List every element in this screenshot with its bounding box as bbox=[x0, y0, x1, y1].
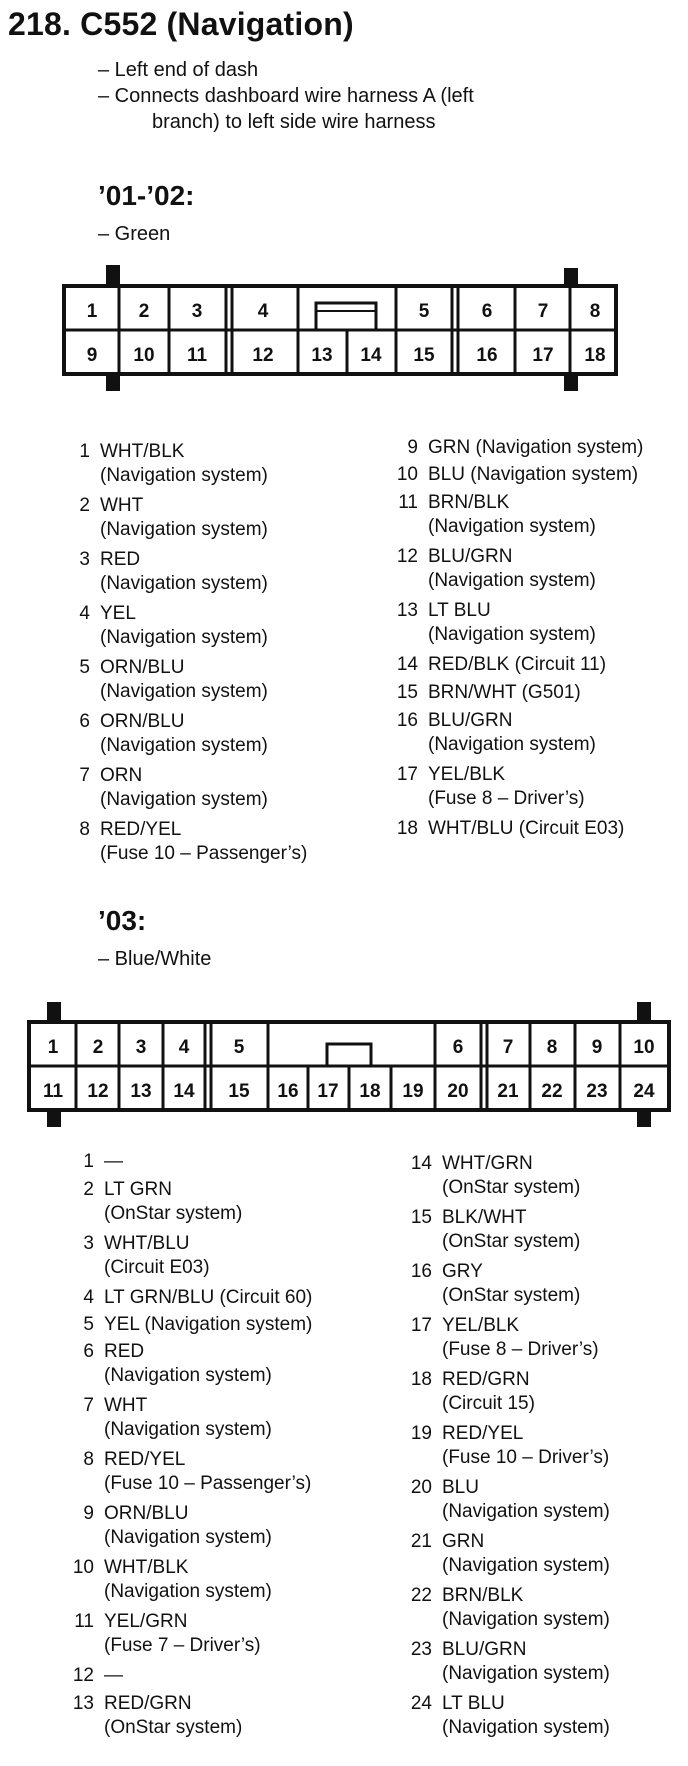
connector-pin-label: 12 bbox=[252, 345, 274, 366]
connector-pin-label: 10 bbox=[633, 1037, 655, 1058]
year-heading-01-02: ’01-’02: bbox=[98, 180, 195, 211]
connector-pin-label: 13 bbox=[130, 1081, 152, 1102]
bullet-connects: – Connects dashboard wire harness A (left bbox=[98, 85, 474, 107]
connector-pin-label: 7 bbox=[502, 1037, 514, 1058]
connector-pin-label: 8 bbox=[589, 301, 601, 322]
connector-pin-label: 5 bbox=[233, 1037, 245, 1058]
connector-pin-label: 19 bbox=[402, 1081, 424, 1102]
connector-pin-label: 9 bbox=[86, 345, 98, 366]
connector-pin-label: 6 bbox=[481, 301, 493, 322]
connector-pin-label: 1 bbox=[86, 301, 98, 322]
pin-list-left-03: 1 — 2 LT GRN (OnStar system) 3 WHT/BLU (Circuit E03) 4 LT GRN/BLU (Circuit 60) 5 YEL (Navigation system) 6 RED (Navigation system) 7 WHT (Navigation system) 8 RED/YEL (Fuse 10 – Passenger’s) 9 ORN/BLU (Navigation system) 10 WHT/BLK (Navigation system) 11 YEL/GRN (Fuse 7 – Driver’s) 12 — 13 RED/GRN (OnStar system) bbox=[72, 1151, 313, 1738]
page-title: 218. C552 (Navigation) bbox=[8, 6, 354, 42]
connector-pin-label: 17 bbox=[532, 345, 554, 366]
connector-pin-label: 16 bbox=[277, 1081, 299, 1102]
connector-pin-label: 1 bbox=[47, 1037, 59, 1058]
connector-pin-label: 13 bbox=[311, 345, 333, 366]
connector-pin-label: 21 bbox=[497, 1081, 519, 1102]
connector-pin-label: 12 bbox=[87, 1081, 109, 1102]
connector-pin-label: 18 bbox=[584, 345, 606, 366]
connector-pin-label: 9 bbox=[591, 1037, 603, 1058]
connector-pin-label: 3 bbox=[135, 1037, 147, 1058]
pin-list-left-01-02: 1 WHT/BLK (Navigation system) 2 WHT (Navigation system) 3 RED (Navigation system) 4 YEL (Navigation system) 5 ORN/BLU (Navigation system) 6 ORN/BLU (Navigation system) 7 ORN (Navigation system) 8 RED/YEL (Fuse 10 – Passenger’s) bbox=[79, 441, 308, 864]
connector-pin-label: 10 bbox=[133, 345, 155, 366]
connector-pin-label: 22 bbox=[541, 1081, 563, 1102]
connector-pin-label: 20 bbox=[447, 1081, 469, 1102]
connector-pin-label: 8 bbox=[546, 1037, 558, 1058]
connector-pin-label: 15 bbox=[228, 1081, 250, 1102]
connector-pin-label: 17 bbox=[317, 1081, 339, 1102]
connector-color-01-02: – Green bbox=[98, 223, 171, 245]
connector-pin-label: 2 bbox=[92, 1037, 104, 1058]
year-heading-03: ’03: bbox=[98, 905, 147, 936]
connector-pin-label: 15 bbox=[413, 345, 435, 366]
connector-color-03: – Blue/White bbox=[98, 948, 212, 970]
connector-pin-label: 5 bbox=[418, 301, 430, 322]
connector-pin-label: 11 bbox=[42, 1081, 64, 1102]
connector-pin-label: 4 bbox=[178, 1037, 190, 1058]
connector-pin-label: 3 bbox=[191, 301, 203, 322]
connector-pin-label: 7 bbox=[537, 301, 549, 322]
connector-pin-label: 14 bbox=[360, 345, 382, 366]
connector-pin-label: 23 bbox=[586, 1081, 608, 1102]
connector-diagram-03 bbox=[0, 1002, 688, 1127]
connector-pin-label: 16 bbox=[476, 345, 498, 366]
connector-pin-label: 14 bbox=[173, 1081, 195, 1102]
pin-list-right-03: 14 WHT/GRN (OnStar system) 15 BLK/WHT (OnStar system) 16 GRY (OnStar system) 17 YEL/BLK (Fuse 8 – Driver’s) 18 RED/GRN (Circuit 15) 19 RED/YEL (Fuse 10 – Driver’s) 20 BLU (Navigation system) 21 GRN (Navigation system) 22 BRN/BLK (Navigation system) 23 BLU/GRN (Navigation system) 24 LT BLU (Navigation system) bbox=[410, 1153, 610, 1738]
connector-pin-label: 18 bbox=[359, 1081, 381, 1102]
connector-diagram-01-02 bbox=[0, 265, 688, 395]
connector-pin-label: 2 bbox=[138, 301, 150, 322]
connector-pin-label: 24 bbox=[633, 1081, 655, 1102]
connector-pin-label: 11 bbox=[186, 345, 208, 366]
pin-list-right-01-02: 9 GRN (Navigation system) 10 BLU (Navigation system) 11 BRN/BLK (Navigation system) 12 BLU/GRN (Navigation system) 13 LT BLU (Navigation system) 14 RED/BLK (Circuit 11) 15 BRN/WHT (G501) 16 BLU/GRN (Navigation system) 17 YEL/BLK (Fuse 8 – Driver’s) 18 WHT/BLU (Circuit E03) bbox=[396, 437, 644, 839]
connector-pin-label: 4 bbox=[257, 301, 269, 322]
bullet-connects-cont: branch) to left side wire harness bbox=[152, 111, 436, 133]
bullet-location: – Left end of dash bbox=[98, 59, 259, 81]
connector-pin-label: 6 bbox=[452, 1037, 464, 1058]
